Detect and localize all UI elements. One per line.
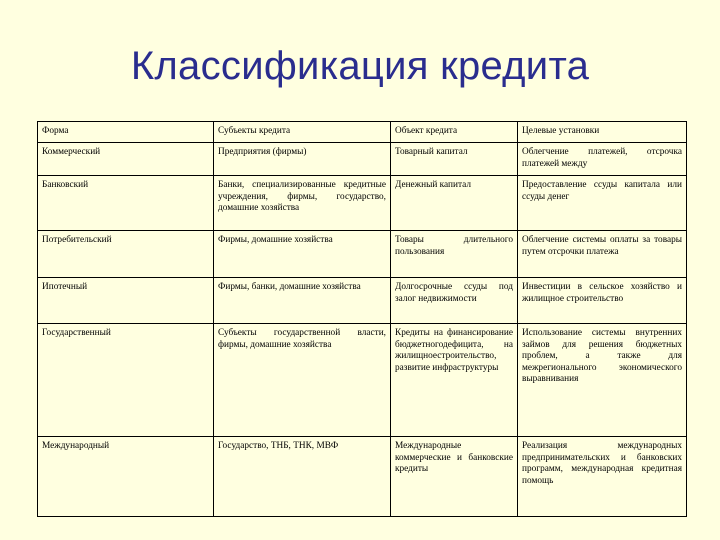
table-cell: Фирмы, домашние хозяйства: [214, 231, 391, 278]
table-cell: Товары длительного пользования: [391, 231, 518, 278]
table-header-row: [38, 122, 687, 143]
table-cell: Фирмы, банки, домашние хозяйства: [214, 278, 391, 324]
header-cell-subjects: Субъекты кредита: [214, 122, 391, 143]
table-row: [38, 176, 687, 231]
table-cell: Банковский: [38, 176, 214, 231]
table-cell: Товарный капитал: [391, 143, 518, 176]
header-cell-form: Форма: [38, 122, 214, 143]
table-cell: Предоставление ссуды капитала или ссуды денег: [518, 176, 687, 231]
table-cell: Международный: [38, 437, 214, 517]
table-row: [38, 231, 687, 278]
table-cell: Долгосрочные ссуды под залог недвижимости: [391, 278, 518, 324]
table-row: [38, 278, 687, 324]
table-cell: Международные коммерческие и банковские кредиты: [391, 437, 518, 517]
header-cell-goals: Целевые установки: [518, 122, 687, 143]
credit-classification-table: [37, 121, 687, 517]
table-cell: Коммерческий: [38, 143, 214, 176]
table-cell: Государственный: [38, 324, 214, 437]
table-row: [38, 437, 687, 517]
table-cell: Потребительский: [38, 231, 214, 278]
table-cell: Ипотечный: [38, 278, 214, 324]
slide-title: Классификация кредита: [130, 44, 590, 88]
table-cell: Реализация международных предпринимательских и банковских программ, международная кредитная помощь: [518, 437, 687, 517]
table-cell: Государство, ТНБ, ТНК, МВФ: [214, 437, 391, 517]
header-cell-object: Объект кредита: [391, 122, 518, 143]
table-cell: Кредиты на финансирование бюджетногодефицита, на жилищноестроительство, развитие инфраструктуры: [391, 324, 518, 437]
table-row: [38, 324, 687, 437]
table-cell: Банки, специализированные кредитные учреждения, фирмы, государство, домашние хозяйства: [214, 176, 391, 231]
table-cell: Облегчение платежей, отсрочка платежей между: [518, 143, 687, 176]
table-cell: Предприятия (фирмы): [214, 143, 391, 176]
table-cell: Денежный капитал: [391, 176, 518, 231]
table-cell: Субъекты государственной власти, фирмы, домашние хозяйства: [214, 324, 391, 437]
table-row: [38, 143, 687, 176]
table-cell: Облегчение системы оплаты за товары путем отсрочки платежа: [518, 231, 687, 278]
table-cell: Использование системы внутренних займов для решения бюджетных проблем, а также для межрегионального экономического выравнивания: [518, 324, 687, 437]
table-cell: Инвестиции в сельское хозяйство и жилищное строительство: [518, 278, 687, 324]
